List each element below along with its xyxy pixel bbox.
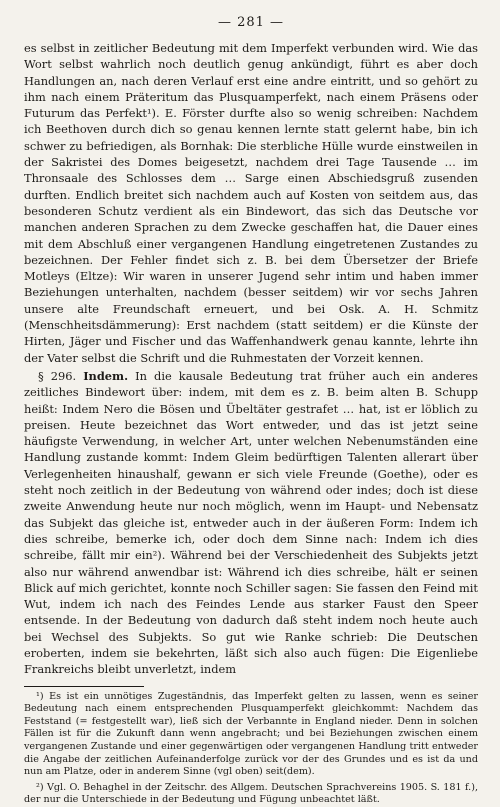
footnote-1: ¹) Es ist ein unnötiges Zugeständnis, das Imperfekt gelten zu lassen, wenn es seiner Bedeutung nach einem entsprechenden Plusquamperfekt gleichkommt: Nachdem das Feststand (= festgestellt war), ließ sich der Verbannte in England nieder. Denn in solchen Fällen ist für die Zukunft dann wenn angebracht; und bei Beziehungen zwischen einem vergangenen Zustande und einer gegenwärtigen oder vergangenen Handlung tritt entweder die Angabe der zeitlichen Aufeinanderfolge zurück vor der des Grundes und es ist da und nun am Platze, oder in anderem Sinne (vgl oben) seit(dem). [24, 690, 478, 778]
main-text [24, 40, 478, 678]
page-number: — 281 — [217, 15, 285, 30]
footnote-divider [24, 686, 144, 687]
footnotes [24, 691, 478, 807]
section-number: § 296. [38, 368, 77, 383]
footnote-2: ²) Vgl. O. Behaghel in der Zeitschr. des Allgem. Deutschen Sprachvereins 1905. S. 181 f.), der nur die Unterschiede in der Bedeutung und Fügung unbeachtet läßt. [24, 781, 478, 806]
paragraph-continuation: es selbst in zeitlicher Bedeutung mit dem Imperfekt verbunden wird. Wie das Wort selbst wahrlich noch deutlich genug ankündigt, führt es aber doch Handlungen an, nach deren Verlauf erst eine andre eintritt, und so gehört zu ihm nach einem Präteritum das Plusquamperfekt, nach einem Präsens oder Futurum das Perfekt¹). E. Förster durfte also so wenig schreiben: Nachdem ich Beethoven durch dich so genau kennen lernte statt gelernt habe, bin ich schwer zu befriedigen, als Bornhak: Die sterbliche Hülle wurde einstweilen in der Sakristei des Domes beigesetzt, nachdem drei Tage Tausende … im Thronsaale des Schlosses dem … Sarge einen Abschiedsgruß zusenden durften. Endlich breitet sich nachdem auch auf Kosten von seitdem aus, das besonderen Schutz verdient als ein Bindewort, das sich das Deutsche vor manchen anderen Sprachen zu dem Zwecke geschaffen hat, die Dauer eines mit dem Abschluß einer vergangenen Handlung eingetretenen Zustandes zu bezeichnen. Der Fehler findet sich z. B. bei dem Übersetzer der Briefe Motleys (Eltze): Wir waren in unserer Jugend sehr intim und haben immer Beziehungen unterhalten, nachdem (besser seitdem) wir vor sechs Jahren unsere alte Freundschaft erneuert, und bei Osk. A. H. Schmitz (Menschheitsdämmerung): Erst nachdem (statt seitdem) er die Künste der Hirten, Jäger und Fischer und das Waffenhandwerk genau kannte, lehrte ihn der Vater selbst die Schrift und die Ruhmestaten der Vorzeit kennen. [24, 41, 478, 365]
section-keyword: Indem. [83, 368, 129, 383]
section-296 [24, 368, 478, 678]
section-text: In die kausale Bedeutung trat früher auch ein anderes zeitliches Bindewort über: indem, mit dem es z. B. beim alten B. Schupp heißt: Indem Nero die Bösen und Übeltäter gestrafet … hat, ist er löblich zu preisen. Heute bezeichnet das Wort entweder, und das ist jetzt seine häufigste Verwendung, in welcher Art, unter welchen Nebenumständen eine Handlung zustande kommt: Indem Gleim bedürftigen Talenten allerart über Verlegenheiten hinaushalf, gewann er sich viele Freunde (Goethe), oder es steht noch zeitlich in der Bedeutung von während oder indes; doch ist diese zweite Anwendung heute nur noch möglich, wenn im Haupt- und Nebensatz das Subjekt das gleiche ist, entweder auch in der äußeren Form: Indem ich dies schreibe, bemerke ich, oder doch dem Sinne nach: Indem ich dies schreibe, fällt mir ein²). Während bei der Verschiedenheit des Subjekts jetzt also nur während anwendbar ist: Während ich dies schreibe, hält er seinen Blick auf mich gerichtet, konnte noch Schiller sagen: Sie fassen den Feind mit Wut, indem ich nach des Feindes Lende aus starker Faust den Speer entsende. In der Bedeutung von dadurch daß steht indem noch heute auch bei Wechsel des Subjekts. So gut wie Ranke schrieb: Die Deutschen eroberten, indem sie bekehrten, läßt sich also auch fügen: Die Eigenliebe Frankreichs bleibt unverletzt, indem [24, 368, 478, 677]
